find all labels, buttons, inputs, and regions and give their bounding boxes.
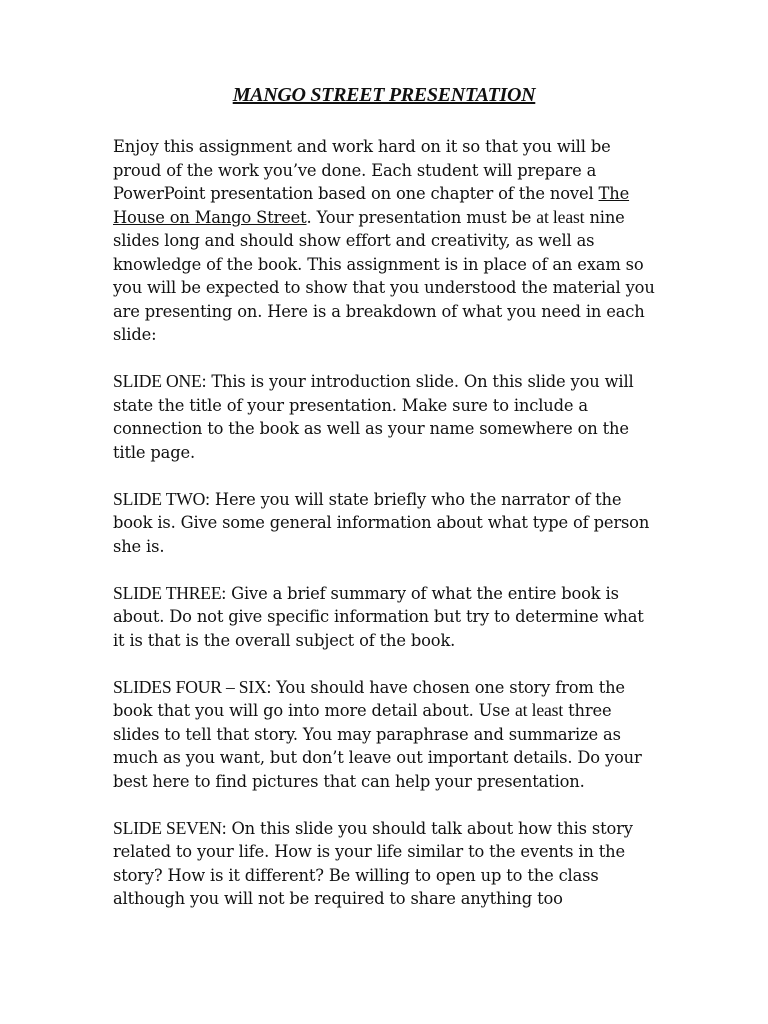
slide-one-paragraph — [113, 370, 658, 464]
intro-emphasis: at least — [536, 206, 585, 227]
slides-four-six-emphasis: at least — [514, 700, 564, 720]
document-body — [113, 135, 658, 934]
slide-two-text: Here you will state briefly who the narrator of the book is. Give some general information about what type of person she is. — [113, 489, 650, 556]
intro-text-3: nine slides long and should show effort and creativity, as well as knowledge of the book. This assignment is in place of an exam so you will be expected to show that you understood the material you are presenting on. Here is a breakdown of what you need in each slide: — [113, 207, 655, 344]
slide-seven-text: On this slide you should talk about how this story related to your life. How is your life similar to the events in the story? How is it different? Be willing to open up to the class although you will not be required to share anything too — [113, 818, 633, 908]
slides-four-six-heading: SLIDES FOUR – SIX: — [113, 676, 272, 697]
slide-seven-heading: SLIDE SEVEN: — [113, 817, 227, 838]
intro-paragraph — [113, 135, 658, 347]
slides-four-six-text-1: You should have chosen one story from the book that you will go into more detail about. Use — [113, 677, 625, 720]
book-title: The House on Mango Street — [113, 184, 630, 227]
slide-three-heading: SLIDE THREE: — [113, 582, 227, 603]
slide-one-text: This is your introduction slide. On this slide you will state the title of your presentation. Make sure to include a connection to the book as well as your name somewhere on the title page. — [113, 372, 634, 462]
intro-text-2: . Your presentation must be — [306, 207, 537, 227]
slide-seven-paragraph — [113, 817, 658, 911]
intro-text-1: Enjoy this assignment and work hard on it so that you will be proud of the work you’ve done. Each student will prepare a PowerPoint presentation based on one chapter of the novel — [113, 137, 611, 203]
slide-two-heading: SLIDE TWO: — [113, 488, 210, 509]
slide-one-heading: SLIDE ONE: — [113, 371, 207, 391]
slide-three-text: Give a brief summary of what the entire book is about. Do not give specific information but try to determine what it is that is the overall subject of the book. — [113, 583, 644, 650]
document-title: MANGO STREET PRESENTATION — [232, 84, 536, 106]
slides-four-six-paragraph — [113, 676, 658, 794]
slide-two-paragraph — [113, 488, 658, 559]
slide-three-paragraph — [113, 582, 658, 653]
slides-four-six-text-2: three slides to tell that story. You may paraphrase and summarize as much as you want, but don’t leave out important details. Do your best here to find pictures that can help your presentation. — [113, 701, 642, 791]
